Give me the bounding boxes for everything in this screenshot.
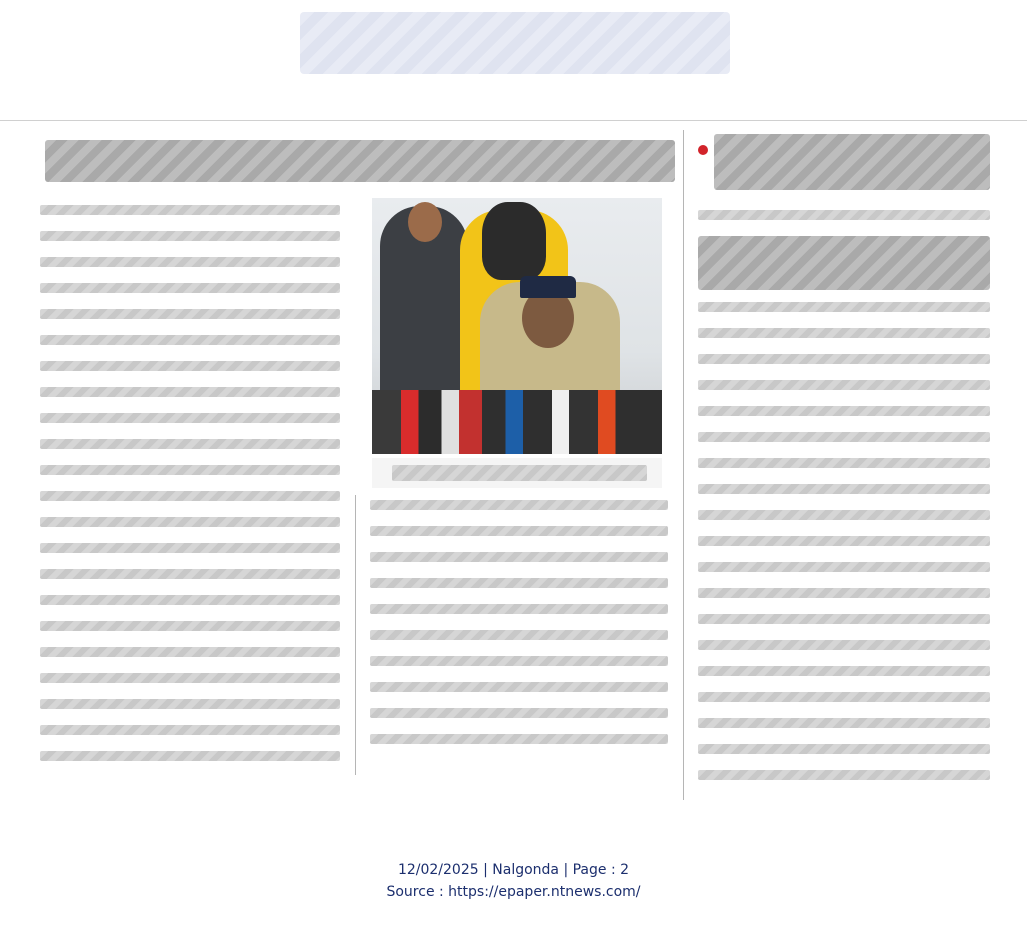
- photo-caption-text: [392, 465, 647, 481]
- text-line: [40, 387, 340, 397]
- text-line: [698, 510, 990, 520]
- text-line: [40, 621, 340, 631]
- text-line: [40, 335, 340, 345]
- text-line: [40, 595, 340, 605]
- press-conference-photo: [372, 198, 662, 454]
- clipping-top-edge: [0, 120, 1027, 121]
- footer-source: Source : https://epaper.ntnews.com/: [386, 884, 641, 900]
- text-line: [40, 257, 340, 267]
- sidebar-headline-1-text: [714, 134, 990, 190]
- text-line: [698, 536, 990, 546]
- text-line: [698, 458, 990, 468]
- main-headline-text: [45, 140, 675, 182]
- sidebar-headline-2-text: [698, 236, 990, 290]
- photo-police-cap: [520, 276, 576, 298]
- text-line: [40, 231, 340, 241]
- text-line: [370, 552, 668, 562]
- text-line: [40, 283, 340, 293]
- text-line: [40, 647, 340, 657]
- photo-person-middle-head: [482, 202, 546, 280]
- text-line: [370, 526, 668, 536]
- text-line: [698, 640, 990, 650]
- text-line: [40, 569, 340, 579]
- text-line: [698, 770, 990, 780]
- sidebar-headline-2: [698, 236, 990, 290]
- text-line: [698, 718, 990, 728]
- text-line: [40, 465, 340, 475]
- text-line: [370, 682, 668, 692]
- text-line: [698, 328, 990, 338]
- text-line: [40, 751, 340, 761]
- text-line: [370, 656, 668, 666]
- text-line: [370, 578, 668, 588]
- footer-dateline: 12/02/2025 | Nalgonda | Page : 2: [397, 862, 630, 878]
- text-line: [698, 744, 990, 754]
- article-column-3-intro: [698, 210, 990, 236]
- text-line: [40, 361, 340, 371]
- text-line: [698, 210, 990, 220]
- text-line: [698, 432, 990, 442]
- column-divider-2: [355, 495, 356, 775]
- text-line: [698, 692, 990, 702]
- text-line: [370, 734, 668, 744]
- text-line: [698, 354, 990, 364]
- column-divider: [683, 130, 684, 800]
- text-line: [40, 491, 340, 501]
- masthead: [300, 12, 730, 74]
- sidebar-headline-1: [698, 134, 990, 190]
- photo-person-left-head: [408, 202, 442, 242]
- main-headline: [45, 140, 675, 182]
- text-line: [698, 588, 990, 598]
- text-line: [40, 673, 340, 683]
- text-line: [40, 413, 340, 423]
- text-line: [40, 205, 340, 215]
- text-line: [698, 380, 990, 390]
- masthead-title: [300, 12, 730, 74]
- text-line: [40, 309, 340, 319]
- text-line: [40, 725, 340, 735]
- article-column-2: [370, 500, 668, 760]
- text-line: [370, 500, 668, 510]
- photo-caption: [392, 465, 647, 481]
- text-line: [698, 666, 990, 676]
- text-line: [698, 302, 990, 312]
- text-line: [698, 614, 990, 624]
- text-line: [370, 630, 668, 640]
- text-line: [40, 517, 340, 527]
- photo-microphones: [372, 390, 662, 454]
- text-line: [370, 604, 668, 614]
- article-column-1: [40, 205, 340, 777]
- article-column-3: [698, 302, 990, 796]
- text-line: [40, 439, 340, 449]
- text-line: [698, 562, 990, 572]
- text-line: [40, 543, 340, 553]
- text-line: [370, 708, 668, 718]
- text-line: [698, 406, 990, 416]
- text-line: [698, 484, 990, 494]
- text-line: [40, 699, 340, 709]
